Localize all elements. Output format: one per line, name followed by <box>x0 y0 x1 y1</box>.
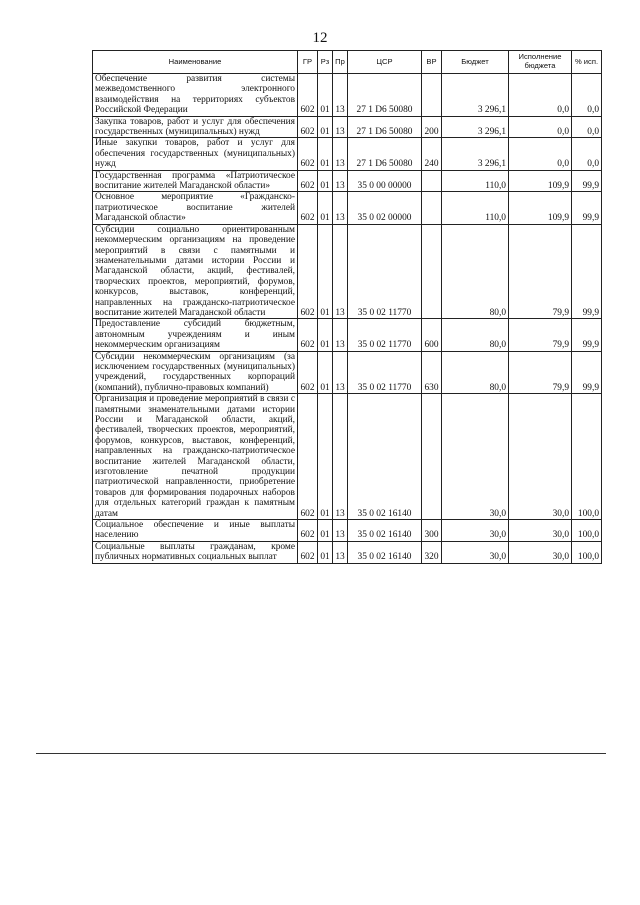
table-row <box>93 319 602 351</box>
row-rz: 01 <box>318 192 333 224</box>
row-pr: 13 <box>333 192 348 224</box>
table-body <box>93 74 602 564</box>
row-vr <box>422 224 442 319</box>
row-rz: 01 <box>318 224 333 319</box>
row-pr: 13 <box>333 319 348 351</box>
row-percent: 99,9 <box>572 224 602 319</box>
row-budget: 30,0 <box>442 394 509 520</box>
row-csr: 27 1 D6 50080 <box>348 138 422 170</box>
row-percent: 0,0 <box>572 138 602 170</box>
row-rz: 01 <box>318 170 333 192</box>
row-execution: 0,0 <box>509 138 572 170</box>
row-pr: 13 <box>333 541 348 563</box>
table-row <box>93 116 602 138</box>
row-pr: 13 <box>333 116 348 138</box>
row-vr <box>422 192 442 224</box>
header-pr: Пр <box>333 51 348 74</box>
row-execution: 109,9 <box>509 192 572 224</box>
row-name: Субсидии некоммерческим организациям (за исключением государственных (муниципальных) учреждений, государственных корпораций (компаний), публично-правовых компаний) <box>93 351 298 394</box>
row-execution: 30,0 <box>509 541 572 563</box>
row-gr: 602 <box>298 170 318 192</box>
header-budget: Бюджет <box>442 51 509 74</box>
header-name: Наименование <box>93 51 298 74</box>
row-execution: 30,0 <box>509 520 572 542</box>
row-rz: 01 <box>318 116 333 138</box>
row-execution: 0,0 <box>509 116 572 138</box>
page-number: 12 <box>312 30 328 46</box>
row-gr: 602 <box>298 192 318 224</box>
row-gr: 602 <box>298 224 318 319</box>
row-vr: 320 <box>422 541 442 563</box>
row-name: Основное мероприятие «Гражданско-патриотическое воспитание жителей Магаданской области» <box>93 192 298 224</box>
row-name: Обеспечение развития системы межведомственного электронного взаимодействия на территориях субъектов Российской Федерации <box>93 74 298 117</box>
row-budget: 80,0 <box>442 319 509 351</box>
row-vr <box>422 170 442 192</box>
row-gr: 602 <box>298 74 318 117</box>
row-pr: 13 <box>333 170 348 192</box>
row-vr: 240 <box>422 138 442 170</box>
table-row <box>93 520 602 542</box>
row-gr: 602 <box>298 116 318 138</box>
row-csr: 35 0 02 11770 <box>348 224 422 319</box>
row-execution: 30,0 <box>509 394 572 520</box>
row-execution: 109,9 <box>509 170 572 192</box>
row-gr: 602 <box>298 541 318 563</box>
row-gr: 602 <box>298 520 318 542</box>
row-csr: 35 0 02 16140 <box>348 520 422 542</box>
row-vr: 200 <box>422 116 442 138</box>
row-csr: 35 0 02 11770 <box>348 319 422 351</box>
row-gr: 602 <box>298 138 318 170</box>
row-percent: 99,9 <box>572 170 602 192</box>
table-row <box>93 170 602 192</box>
footer-divider <box>36 753 606 754</box>
row-gr: 602 <box>298 394 318 520</box>
row-csr: 27 1 D6 50080 <box>348 74 422 117</box>
row-vr <box>422 74 442 117</box>
row-rz: 01 <box>318 520 333 542</box>
table-row <box>93 74 602 117</box>
row-pr: 13 <box>333 520 348 542</box>
row-pr: 13 <box>333 138 348 170</box>
table-header-row <box>93 51 602 74</box>
header-csr: ЦСР <box>348 51 422 74</box>
row-budget: 110,0 <box>442 170 509 192</box>
row-csr: 35 0 02 16140 <box>348 541 422 563</box>
row-csr: 35 0 02 11770 <box>348 351 422 394</box>
row-vr <box>422 394 442 520</box>
table-row <box>93 138 602 170</box>
row-percent: 100,0 <box>572 394 602 520</box>
row-gr: 602 <box>298 319 318 351</box>
row-pr: 13 <box>333 394 348 520</box>
row-execution: 79,9 <box>509 319 572 351</box>
row-budget: 30,0 <box>442 520 509 542</box>
row-name: Социальные выплаты гражданам, кроме публичных нормативных социальных выплат <box>93 541 298 563</box>
table-row <box>93 192 602 224</box>
row-rz: 01 <box>318 138 333 170</box>
row-rz: 01 <box>318 74 333 117</box>
row-csr: 35 0 00 00000 <box>348 170 422 192</box>
row-percent: 0,0 <box>572 116 602 138</box>
row-csr: 35 0 02 00000 <box>348 192 422 224</box>
row-rz: 01 <box>318 351 333 394</box>
row-budget: 80,0 <box>442 224 509 319</box>
row-budget: 30,0 <box>442 541 509 563</box>
row-pr: 13 <box>333 224 348 319</box>
budget-table <box>92 50 602 564</box>
row-vr: 300 <box>422 520 442 542</box>
row-vr: 630 <box>422 351 442 394</box>
row-csr: 27 1 D6 50080 <box>348 116 422 138</box>
header-gr: ГР <box>298 51 318 74</box>
table-row <box>93 541 602 563</box>
row-name: Предоставление субсидий бюджетным, автономным учреждениям и иным некоммерческим организациям <box>93 319 298 351</box>
row-budget: 110,0 <box>442 192 509 224</box>
row-percent: 99,9 <box>572 192 602 224</box>
row-percent: 100,0 <box>572 541 602 563</box>
row-execution: 79,9 <box>509 351 572 394</box>
row-rz: 01 <box>318 319 333 351</box>
row-budget: 3 296,1 <box>442 138 509 170</box>
row-percent: 99,9 <box>572 351 602 394</box>
row-rz: 01 <box>318 394 333 520</box>
row-name: Иные закупки товаров, работ и услуг для обеспечения государственных (муниципальных) нужд <box>93 138 298 170</box>
header-execution: Исполнение бюджета <box>509 51 572 74</box>
row-name: Организация и проведение мероприятий в связи с памятными знаменательными датами истории России и Магаданской области, акций, фестивалей, творческих проектов, мероприятий, форумов, конкурсов, выставок, конференций, направленных на гражданско-патриотическое воспитание жителей Магаданской области, изготовление печатной продукции патриотической направленности, приобретение товаров для формирования подарочных наборов для отдельных категорий граждан к памятным датам <box>93 394 298 520</box>
table-row <box>93 351 602 394</box>
row-csr: 35 0 02 16140 <box>348 394 422 520</box>
row-budget: 3 296,1 <box>442 116 509 138</box>
row-name: Закупка товаров, работ и услуг для обеспечения государственных (муниципальных) нужд <box>93 116 298 138</box>
row-rz: 01 <box>318 541 333 563</box>
table-row <box>93 224 602 319</box>
row-percent: 99,9 <box>572 319 602 351</box>
row-budget: 3 296,1 <box>442 74 509 117</box>
row-name: Социальное обеспечение и иные выплаты населению <box>93 520 298 542</box>
header-vr: ВР <box>422 51 442 74</box>
row-execution: 0,0 <box>509 74 572 117</box>
row-name: Субсидии социально ориентированным некоммерческим организациям на проведение мероприятий в связи с памятными и знаменательными датами истории России и Магаданской области, акций, фестивалей, творческих проектов, мероприятий, форумов, конкурсов, выставок, конференций, направленных на гражданско-патриотическое воспитание жителей Магаданской области <box>93 224 298 319</box>
header-rz: Рз <box>318 51 333 74</box>
row-gr: 602 <box>298 351 318 394</box>
row-pr: 13 <box>333 351 348 394</box>
row-execution: 79,9 <box>509 224 572 319</box>
header-percent: % исп. <box>572 51 602 74</box>
row-vr: 600 <box>422 319 442 351</box>
row-name: Государственная программа «Патриотическое воспитание жителей Магаданской области» <box>93 170 298 192</box>
row-percent: 100,0 <box>572 520 602 542</box>
row-budget: 80,0 <box>442 351 509 394</box>
row-pr: 13 <box>333 74 348 117</box>
row-percent: 0,0 <box>572 74 602 117</box>
table-row <box>93 394 602 520</box>
